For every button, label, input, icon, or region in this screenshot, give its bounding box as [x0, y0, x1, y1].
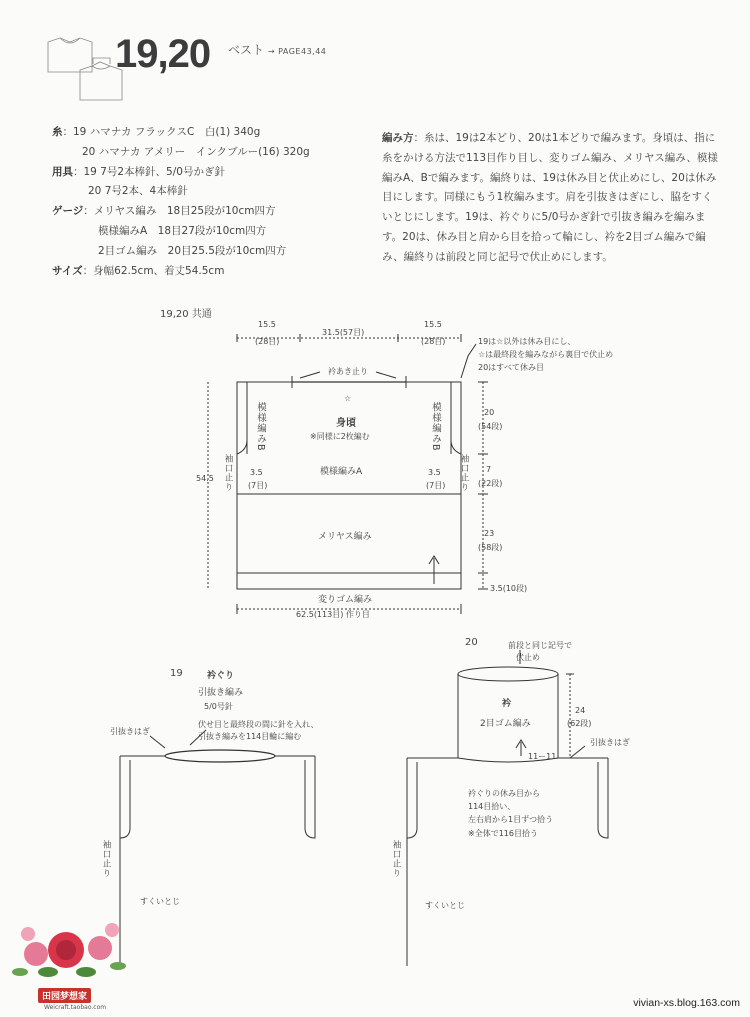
rib-label: 変りゴム編み: [318, 595, 373, 605]
arm-dim-right-rows: (7目): [426, 481, 446, 490]
spec-yarn-20: 20 ハマナカ アメリー インクブルー(16) 320g: [82, 145, 310, 158]
diagram-20-collar-stitch: 2目ゴム編み: [480, 719, 531, 729]
diagram-heading: 19,20 共通: [160, 309, 212, 320]
pattern-a-label: 模様編みA: [320, 467, 363, 477]
specs-block: [52, 123, 310, 281]
star-mark: ☆: [344, 394, 352, 403]
stockinette-label: メリヤス編み: [318, 532, 372, 542]
h-top-rows: (54段): [478, 422, 503, 431]
diagram-20-number: 20: [465, 637, 478, 648]
logo-small-text: Weicraft.taobao.com: [44, 1004, 107, 1011]
spec-gauge: ゲージ：メリヤス編み 18目25段が10cm四方: [52, 205, 276, 218]
armhole-stop-right: 袖口止り: [459, 454, 469, 492]
diagram-19-number: 19: [170, 668, 183, 679]
diagram-20-collar-h: 24: [575, 706, 586, 715]
note-line-1: 19は☆以外は休み目にし、: [478, 337, 576, 346]
diagram-20-side-seam: すくいとじ: [425, 901, 465, 910]
spec-tools-20: 20 7号2本、4本棒針: [88, 185, 188, 198]
diagram-20-collar-title: 衿: [502, 699, 512, 709]
spec-gauge-2: 模様編みA 18目27段が10cm四方: [98, 224, 267, 237]
dim-left-shoulder: 15.5: [258, 320, 276, 329]
diagram-19-hook: 5/0号針: [204, 702, 233, 711]
diagram-20-pickup-3: 左右肩から1目ずつ拾う: [468, 815, 554, 824]
diagram-19-stitch: 引抜き編み: [198, 688, 244, 698]
h-low-rows: (58段): [478, 543, 503, 552]
spec-gauge-3: 2目ゴム編み 20目25.5段が10cm四方: [98, 244, 287, 257]
width-bottom: 62.5(113目) 作り目: [296, 610, 370, 619]
h-low: 23: [484, 529, 495, 538]
page-title-word: [228, 41, 326, 58]
diagram-20-seam-top: 引抜きはぎ: [590, 738, 630, 747]
total-height: 54.5: [196, 474, 214, 483]
body-title: 身頃: [336, 418, 356, 429]
note-line-3: 20はすべて休み目: [478, 363, 545, 372]
diagram-20-pickup-4: ※全体で116目拾う: [468, 829, 538, 838]
diagram-20-armhole-stop: 袖口止り: [391, 840, 401, 878]
logo-text: 田园梦想家: [38, 988, 91, 1003]
arm-dim-left-rows: (7目): [248, 481, 268, 490]
h-top: 20: [484, 408, 495, 417]
h-mid: 7: [486, 465, 492, 474]
h-mid-rows: (22段): [478, 479, 503, 488]
note-line-2: ☆は最終段を編みながら裏目で伏止め: [478, 350, 614, 359]
diagram-20-bindoff-1: 前段と同じ記号で: [508, 641, 572, 650]
page-title-number: 19,20: [115, 32, 211, 76]
neck-stop-label: 衿あき止り: [328, 367, 368, 376]
armhole-stop-left: 袖口止り: [223, 454, 233, 492]
pattern-b-right: 模様編みB: [430, 402, 441, 452]
method-text: ：糸は、19は2本どり、20は1本どりで編みます。身頃は、指に糸をかける方法で113目作り目し、変りゴム編み、メリヤス編み、模様編みA、Bで編みます。編終りは、19は休み目と伏止めにし、20は休み目にします。同様にもう1枚編みます。肩を引抜きはぎにし、脇をすくいとじにします。19は、衿ぐりに5/0号かぎ針で引抜き編みを編みます。20は、休み目と肩から目を拾って輪にし、衿を2目ゴム編みで編み、編終りは前段と同じ記号で伏止めにします。: [382, 132, 718, 263]
diagram-19-side-seam: すくいとじ: [140, 897, 180, 906]
diagram-19-note-2: 引抜き編みを114目輪に編む: [198, 732, 302, 741]
diagram-19-lines: [120, 730, 315, 968]
page-reference: → PAGE43,44: [267, 47, 327, 56]
arm-dim-right: 3.5: [428, 468, 441, 477]
body-sub: ※同様に2枚編む: [310, 432, 370, 441]
arm-dim-left: 3.5: [250, 468, 263, 477]
diagram-20-collar-h-rows: (62段): [567, 719, 592, 728]
diagram-19-seam-top: 引抜きはぎ: [110, 727, 150, 736]
diagram-20-bindoff-2: 伏止め: [516, 653, 540, 662]
method-block: [382, 129, 722, 268]
diagram-20-pickup-1: 衿ぐりの休み目から: [468, 789, 540, 798]
spec-size: サイズ：身幅62.5cm、着丈54.5cm: [52, 264, 225, 277]
diagram-19-note-1: 伏せ目と最終段の間に針を入れ、: [198, 720, 319, 729]
h-rib: 3.5(10段): [490, 584, 528, 593]
spec-yarn: 糸：19 ハマナカ フラックスC 白(1) 340g: [52, 126, 261, 138]
diagram-20-pickup-2: 114目拾い、: [468, 802, 516, 811]
watermark-site: vivian-xs.blog.163.com: [633, 997, 740, 1009]
diagram-20-collar-tick: 11ー11: [528, 752, 557, 761]
thumbnail-vests-icon: [48, 38, 122, 100]
dim-right-shoulder: 15.5: [424, 320, 442, 329]
spec-tools: 用具：19 7号2本棒針、5/0号かぎ針: [52, 165, 225, 178]
dim-right-shoulder-rows: (28目): [421, 337, 446, 346]
dim-neck: 31.5(57目): [322, 328, 365, 337]
dim-left-shoulder-rows: (28目): [255, 337, 280, 346]
title-word: ベスト: [228, 43, 265, 57]
method-label: 編み方: [382, 132, 414, 144]
diagram-19-title: 衿ぐり: [207, 671, 235, 681]
diagram-19-armhole-stop: 袖口止り: [101, 840, 111, 878]
pattern-b-left: 模様編みB: [255, 402, 266, 452]
